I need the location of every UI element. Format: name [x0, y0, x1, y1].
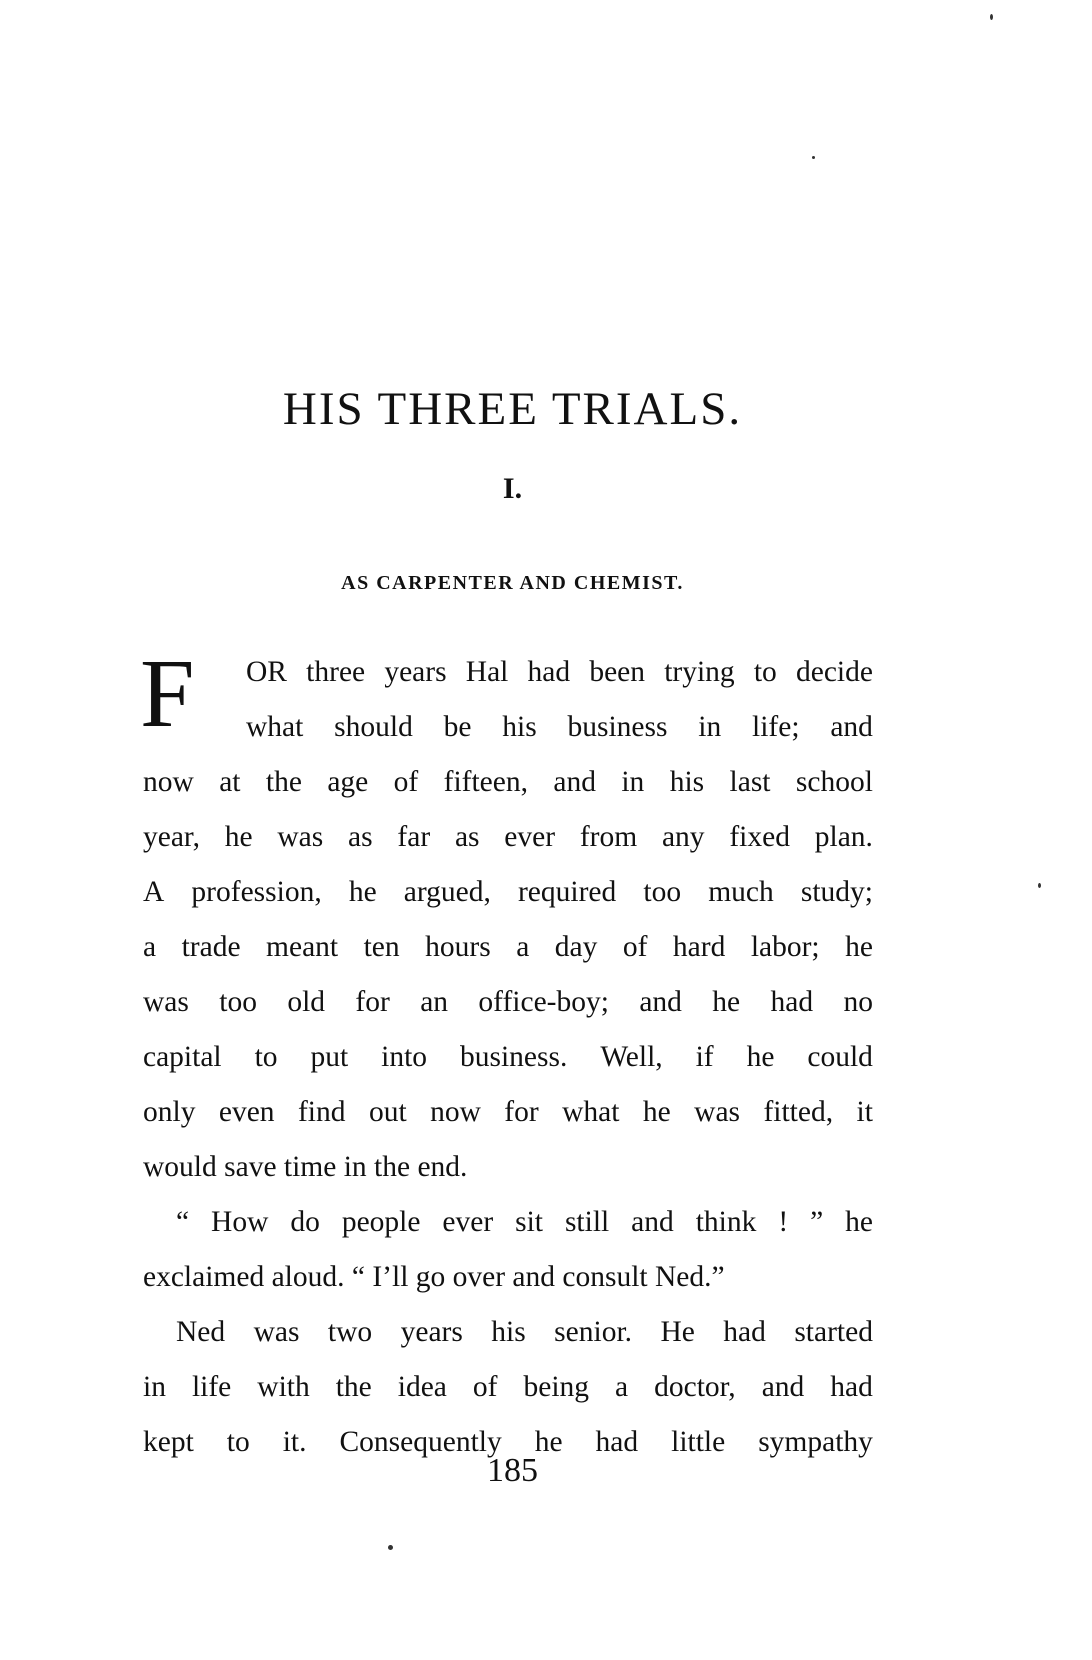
- word: Hal: [465, 656, 509, 688]
- word: at: [219, 766, 241, 798]
- word: A: [143, 876, 165, 908]
- word: ever: [442, 1206, 494, 1238]
- word: sit: [515, 1206, 543, 1238]
- word: ”: [810, 1206, 824, 1238]
- word: Well,: [600, 1041, 663, 1073]
- word: find: [297, 1096, 346, 1128]
- word: the: [265, 766, 302, 798]
- word: study;: [800, 876, 873, 908]
- text-line: [143, 1305, 873, 1360]
- word: should: [334, 711, 413, 743]
- text-line: [143, 1030, 873, 1085]
- word: was: [253, 1316, 300, 1348]
- word: business: [567, 711, 668, 743]
- word: he: [746, 1041, 775, 1073]
- word: had: [723, 1316, 766, 1348]
- word: his: [491, 1316, 526, 1348]
- word: as: [454, 821, 480, 853]
- word: doctor,: [654, 1371, 736, 1403]
- word: to: [753, 656, 777, 688]
- word: day: [554, 931, 598, 963]
- word: too: [219, 986, 257, 1018]
- word: no: [843, 986, 873, 1018]
- word: a: [143, 931, 157, 963]
- word: it: [856, 1096, 873, 1128]
- word: hard: [672, 931, 726, 963]
- word: started: [794, 1316, 873, 1348]
- word: school: [795, 766, 873, 798]
- word: to: [254, 1041, 278, 1073]
- word: for: [504, 1096, 539, 1128]
- word: with: [257, 1371, 310, 1403]
- word: fitted,: [763, 1096, 834, 1128]
- word: had: [595, 1426, 639, 1458]
- word: if: [695, 1041, 714, 1073]
- chapter-subtitle: AS CARPENTER AND CHEMIST.: [341, 572, 684, 594]
- word: in: [621, 766, 645, 798]
- text-line: [143, 1360, 873, 1415]
- word: it.: [282, 1426, 307, 1458]
- word: in: [143, 1371, 166, 1403]
- word: !: [778, 1206, 789, 1238]
- word: How: [211, 1206, 269, 1238]
- word: a: [615, 1371, 629, 1403]
- word: decide: [796, 656, 873, 688]
- word: of: [622, 931, 648, 963]
- part-number: I.: [502, 472, 523, 505]
- word: kept: [143, 1426, 194, 1458]
- word: and: [830, 711, 873, 743]
- text-line: [143, 645, 873, 700]
- word: too: [643, 876, 682, 908]
- word: little: [671, 1426, 726, 1458]
- text-line: [143, 1085, 873, 1140]
- word: had: [770, 986, 814, 1018]
- word: Consequently: [339, 1426, 502, 1458]
- word: business.: [460, 1041, 568, 1073]
- word: and: [553, 766, 596, 798]
- word: what: [246, 711, 304, 743]
- scan-speck: [1038, 883, 1041, 888]
- word: meant: [266, 931, 339, 963]
- word: ever: [504, 821, 556, 853]
- word: his: [502, 711, 537, 743]
- text-line: would save time in the end.: [143, 1151, 468, 1183]
- word: be: [443, 711, 472, 743]
- word: in: [698, 711, 722, 743]
- word: do: [290, 1206, 320, 1238]
- word: he: [348, 876, 377, 908]
- scan-speck: [388, 1545, 393, 1550]
- word: into: [381, 1041, 428, 1073]
- word: fifteen,: [443, 766, 528, 798]
- text-line: exclaimed aloud. “ I’ll go over and consult Ned.”: [143, 1261, 725, 1293]
- word: people: [341, 1206, 421, 1238]
- word: out: [368, 1096, 407, 1128]
- scan-speck: [990, 14, 993, 20]
- word: trade: [181, 931, 241, 963]
- word: office-boy;: [478, 986, 609, 1018]
- word: was: [143, 986, 189, 1018]
- word: now: [143, 766, 194, 798]
- word: and: [631, 1206, 674, 1238]
- word: from: [579, 821, 638, 853]
- word: put: [310, 1041, 349, 1073]
- word: still: [564, 1206, 610, 1238]
- text-line: [143, 1195, 873, 1250]
- word: what: [562, 1096, 620, 1128]
- word: even: [218, 1096, 275, 1128]
- word: he: [712, 986, 741, 1018]
- word: plan.: [814, 821, 873, 853]
- word: capital: [143, 1041, 222, 1073]
- word: any: [661, 821, 705, 853]
- word: been: [589, 656, 646, 688]
- body-text: [143, 645, 873, 1470]
- word: being: [523, 1371, 590, 1403]
- word: far: [397, 821, 431, 853]
- word: and: [639, 986, 682, 1018]
- word: He: [660, 1316, 695, 1348]
- text-line: [143, 920, 873, 975]
- word: Ned: [176, 1316, 226, 1348]
- word: “: [176, 1206, 190, 1238]
- word: think: [695, 1206, 757, 1238]
- word: had: [527, 656, 571, 688]
- word: years: [384, 656, 447, 688]
- word: senior.: [554, 1316, 633, 1348]
- word: age: [327, 766, 369, 798]
- word: sympathy: [758, 1426, 873, 1458]
- word: life;: [752, 711, 800, 743]
- word: three: [306, 656, 366, 688]
- page-number: 185: [487, 1452, 538, 1489]
- word: fixed: [729, 821, 790, 853]
- word: year,: [143, 821, 200, 853]
- word: argued,: [403, 876, 491, 908]
- word: he: [534, 1426, 563, 1458]
- word: had: [830, 1371, 873, 1403]
- word: was: [277, 821, 324, 853]
- word: the: [335, 1371, 372, 1403]
- word: years: [400, 1316, 463, 1348]
- word: life: [191, 1371, 232, 1403]
- word: and: [761, 1371, 805, 1403]
- word: much: [708, 876, 774, 908]
- word: to: [226, 1426, 250, 1458]
- word: only: [143, 1096, 196, 1128]
- word: idea: [397, 1371, 447, 1403]
- word: as: [348, 821, 373, 853]
- word: two: [327, 1316, 373, 1348]
- text-line: [143, 755, 873, 810]
- word: profession,: [191, 876, 322, 908]
- word: ten: [363, 931, 400, 963]
- word: of: [472, 1371, 498, 1403]
- story-title: HIS THREE TRIALS.: [282, 383, 743, 435]
- word: required: [517, 876, 617, 908]
- word: for: [355, 986, 390, 1018]
- word: last: [729, 766, 771, 798]
- word: was: [694, 1096, 741, 1128]
- word: old: [287, 986, 326, 1018]
- word: a: [516, 931, 530, 963]
- word: he: [224, 821, 253, 853]
- word: hours: [425, 931, 491, 963]
- text-line: [143, 700, 873, 755]
- word: his: [669, 766, 705, 798]
- text-line: [143, 810, 873, 865]
- word: trying: [664, 656, 735, 688]
- word: labor;: [750, 931, 820, 963]
- text-line: [143, 975, 873, 1030]
- word: he: [642, 1096, 671, 1128]
- word: OR: [246, 656, 287, 688]
- word: an: [420, 986, 449, 1018]
- drop-cap: F: [140, 640, 195, 748]
- word: of: [393, 766, 419, 798]
- scan-speck: [812, 156, 815, 159]
- word: could: [807, 1041, 873, 1073]
- word: he: [845, 931, 873, 963]
- word: now: [430, 1096, 481, 1128]
- text-line: [143, 865, 873, 920]
- word: he: [845, 1206, 873, 1238]
